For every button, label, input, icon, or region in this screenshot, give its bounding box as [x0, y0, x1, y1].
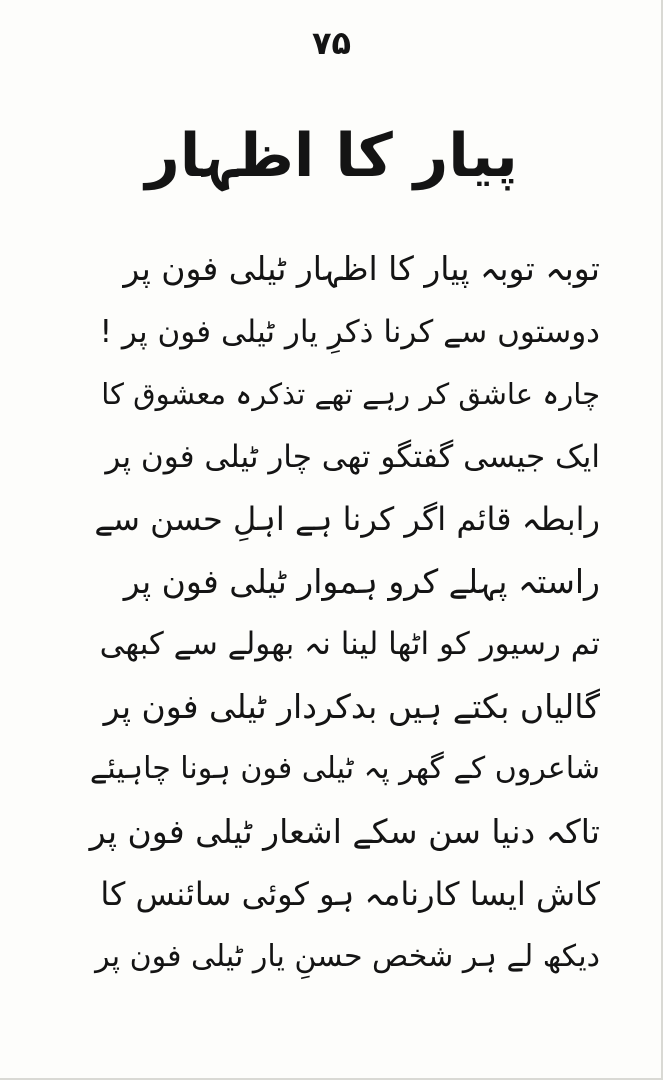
- poem-verse: رابطہ قائم اگر کرنا ہے اہلِ حسن سے: [94, 500, 600, 538]
- poem-verse: دیکھ لے ہر شخص حسنِ یار ٹیلی فون پر: [95, 938, 600, 974]
- poem-verse: ایک جیسی گفتگو تھی چار ٹیلی فون پر: [105, 438, 600, 475]
- page-number: ۷۵: [311, 24, 352, 62]
- poem-verse: تم رسیور کو اٹھا لینا نہ بھولے سے کبھی: [99, 626, 600, 662]
- poem-verse: کاش ایسا کارنامہ ہو کوئی سائنس کا: [100, 875, 600, 913]
- poem-verse: گالیاں بکتے ہیں بدکردار ٹیلی فون پر: [103, 686, 600, 726]
- poem-verse: دوستوں سے کرنا ذکرِ یار ٹیلی فون پر !: [99, 313, 600, 350]
- poem-title: پیار کا اظہار: [145, 121, 518, 191]
- poem-verse: شاعروں کے گھر پہ ٹیلی فون ہونا چاہیئے: [89, 751, 600, 786]
- poem-verse: راستہ پہلے کرو ہموار ٹیلی فون پر: [123, 561, 600, 601]
- poem-verse: تاکہ دنیا سن سکے اشعار ٹیلی فون پر: [89, 811, 600, 851]
- poem-body: [90, 238, 600, 988]
- poem-verse: توبہ توبہ پیار کا اظہار ٹیلی فون پر: [123, 249, 600, 288]
- poem-verse: چارہ عاشق کر رہے تھے تذکرہ معشوق کا: [101, 377, 600, 411]
